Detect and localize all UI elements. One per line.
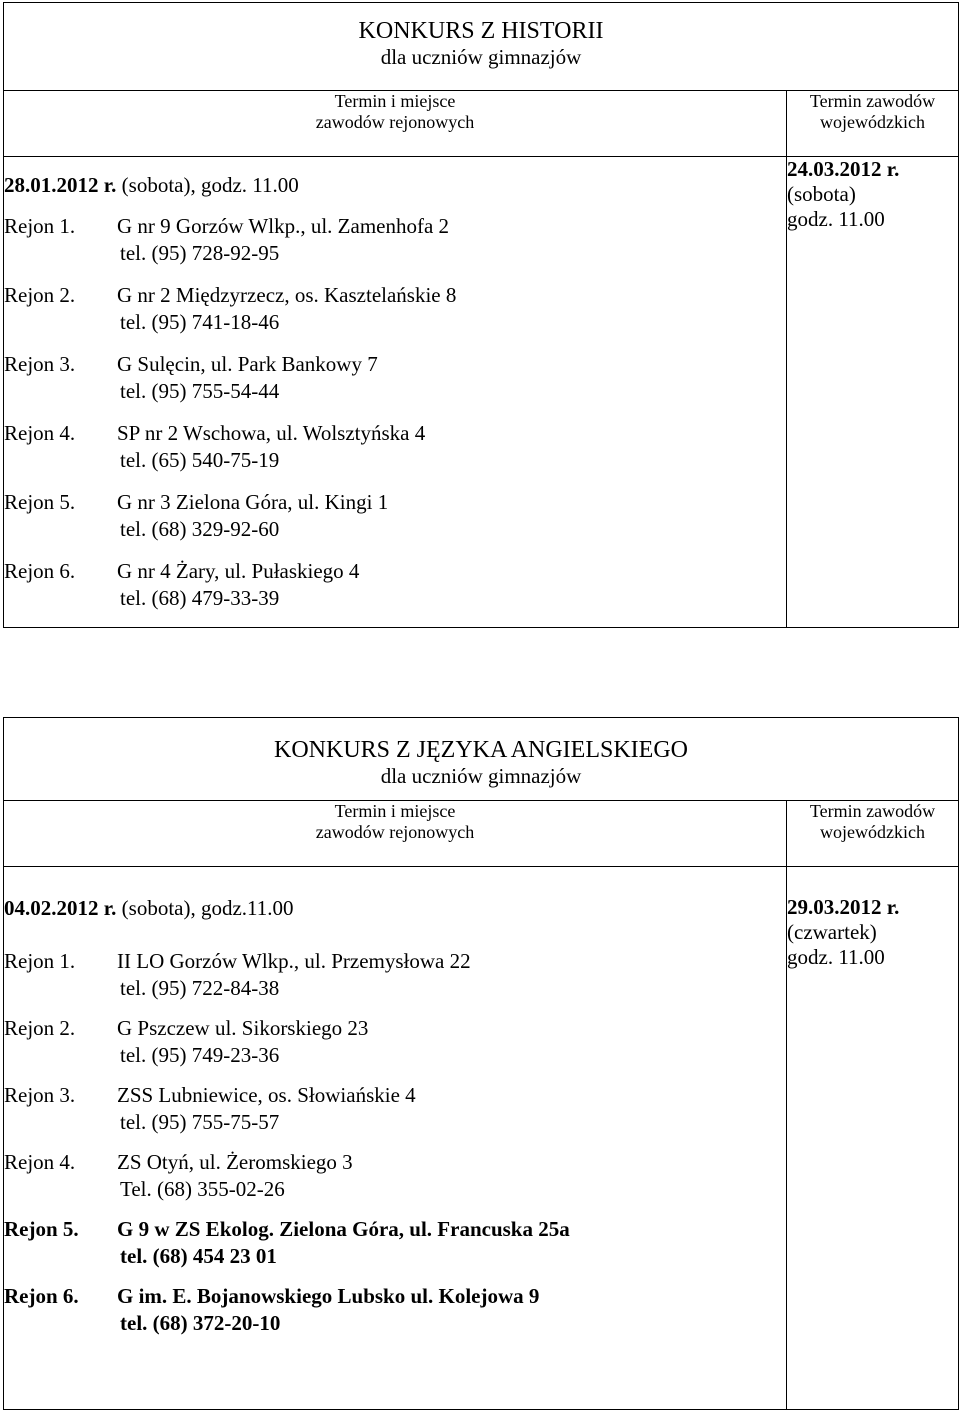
- contest-table-english: [3, 717, 959, 1410]
- region-item: [4, 1082, 786, 1136]
- contest-title-cell: [4, 3, 959, 91]
- region-label: Rejon 5.: [4, 490, 76, 514]
- region-address: II LO Gorzów Wlkp., ul. Przemysłowa 22: [117, 949, 471, 973]
- region-details: [117, 1082, 786, 1136]
- region-address: G nr 9 Gorzów Wlkp., ul. Zamenhofa 2: [117, 214, 450, 238]
- region-label: Rejon 4.: [4, 1150, 76, 1174]
- region-details: [117, 489, 786, 543]
- header-regional: [4, 801, 787, 867]
- region-phone: tel. (65) 540-75-19: [120, 448, 280, 472]
- region-label: Rejon 1.: [4, 214, 76, 238]
- region-details: [117, 351, 786, 405]
- region-address: G nr 4 Żary, ul. Pułaskiego 4: [117, 559, 360, 583]
- voivodeship-time: godz. 11.00: [787, 945, 885, 969]
- region-details: [117, 282, 786, 336]
- regional-date: [4, 895, 786, 922]
- region-item: [4, 351, 786, 405]
- header-regional-line1: Termin i miejsce: [334, 91, 456, 111]
- region-details: [117, 1015, 786, 1069]
- regional-date-time: (sobota), godz.11.00: [116, 896, 294, 920]
- region-label: Rejon 4.: [4, 421, 76, 445]
- regional-date-time: (sobota), godz. 11.00: [116, 173, 299, 197]
- region-phone: tel. (68) 454 23 01: [120, 1244, 277, 1268]
- region-address: G im. E. Bojanowskiego Lubsko ul. Kolejowa 9: [117, 1284, 540, 1308]
- region-phone: tel. (95) 755-54-44: [120, 379, 280, 403]
- region-item: [4, 1283, 786, 1337]
- region-address: G 9 w ZS Ekolog. Zielona Góra, ul. Francuska 25a: [117, 1217, 570, 1241]
- header-voivodeship-line2: wojewódzkich: [820, 822, 925, 842]
- region-phone: tel. (95) 728-92-95: [120, 241, 280, 265]
- region-label: Rejon 2.: [4, 283, 76, 307]
- region-details: [117, 420, 786, 474]
- region-address: G Pszczew ul. Sikorskiego 23: [117, 1016, 369, 1040]
- region-details: [117, 948, 786, 1002]
- region-address: ZS Otyń, ul. Żeromskiego 3: [117, 1150, 353, 1174]
- voivodeship-day: (sobota): [787, 182, 856, 206]
- voivodeship-date: 29.03.2012 r.: [787, 895, 900, 919]
- voivodeship-details: [787, 867, 959, 1410]
- voivodeship-time: godz. 11.00: [787, 207, 885, 231]
- header-voivodeship-line1: Termin zawodów: [809, 91, 936, 111]
- region-phone: tel. (95) 755-75-57: [120, 1110, 280, 1134]
- region-phone: tel. (68) 329-92-60: [120, 517, 280, 541]
- region-phone: tel. (95) 722-84-38: [120, 976, 280, 1000]
- region-item: [4, 558, 786, 612]
- header-regional-line2: zawodów rejonowych: [315, 112, 475, 132]
- region-item: [4, 213, 786, 267]
- region-item: [4, 1216, 786, 1270]
- contest-title: KONKURS Z JĘZYKA ANGIELSKIEGO: [274, 737, 688, 763]
- region-details: [117, 213, 786, 267]
- region-item: [4, 948, 786, 1002]
- region-address: G nr 3 Zielona Góra, ul. Kingi 1: [117, 490, 389, 514]
- header-regional-line2: zawodów rejonowych: [315, 822, 475, 842]
- region-label: Rejon 6.: [4, 559, 76, 583]
- header-regional: [4, 91, 787, 157]
- region-label: Rejon 6.: [4, 1284, 79, 1308]
- voivodeship-date: 24.03.2012 r.: [787, 157, 900, 181]
- region-item: [4, 282, 786, 336]
- region-phone: tel. (95) 749-23-36: [120, 1043, 280, 1067]
- contest-subtitle: dla uczniów gimnazjów: [380, 764, 582, 788]
- region-details: [117, 1149, 786, 1203]
- region-details: [117, 1283, 786, 1337]
- region-item: [4, 1015, 786, 1069]
- voivodeship-day: (czwartek): [787, 920, 877, 944]
- region-details: [117, 558, 786, 612]
- contest-title-cell: [4, 718, 959, 801]
- regional-date-value: 28.01.2012 r.: [4, 173, 117, 197]
- region-label: Rejon 1.: [4, 949, 76, 973]
- contest-subtitle: dla uczniów gimnazjów: [380, 45, 582, 69]
- region-label: Rejon 5.: [4, 1217, 79, 1241]
- region-phone: tel. (68) 479-33-39: [120, 586, 280, 610]
- header-voivodeship: [787, 91, 959, 157]
- region-item: [4, 420, 786, 474]
- region-address: ZSS Lubniewice, os. Słowiańskie 4: [117, 1083, 416, 1107]
- region-list: [4, 213, 786, 612]
- regional-date-value: 04.02.2012 r.: [4, 896, 117, 920]
- header-voivodeship-line1: Termin zawodów: [809, 801, 936, 821]
- regional-date: [4, 172, 786, 199]
- region-label: Rejon 3.: [4, 1083, 76, 1107]
- regional-details: [4, 157, 787, 628]
- regional-details: [4, 867, 787, 1410]
- region-list: [4, 948, 786, 1337]
- header-regional-line1: Termin i miejsce: [334, 801, 456, 821]
- region-phone: tel. (95) 741-18-46: [120, 310, 280, 334]
- region-address: G Sulęcin, ul. Park Bankowy 7: [117, 352, 378, 376]
- contest-title: KONKURS Z HISTORII: [358, 18, 604, 44]
- region-label: Rejon 3.: [4, 352, 76, 376]
- header-voivodeship-line2: wojewódzkich: [820, 112, 925, 132]
- region-item: [4, 489, 786, 543]
- region-item: [4, 1149, 786, 1203]
- region-details: [117, 1216, 786, 1270]
- region-address: SP nr 2 Wschowa, ul. Wolsztyńska 4: [117, 421, 426, 445]
- header-voivodeship: [787, 801, 959, 867]
- contest-table-history: [3, 2, 959, 628]
- region-address: G nr 2 Międzyrzecz, os. Kasztelańskie 8: [117, 283, 457, 307]
- region-phone: tel. (68) 372-20-10: [120, 1311, 281, 1335]
- region-label: Rejon 2.: [4, 1016, 76, 1040]
- voivodeship-details: [787, 157, 959, 628]
- region-phone: Tel. (68) 355-02-26: [120, 1177, 285, 1201]
